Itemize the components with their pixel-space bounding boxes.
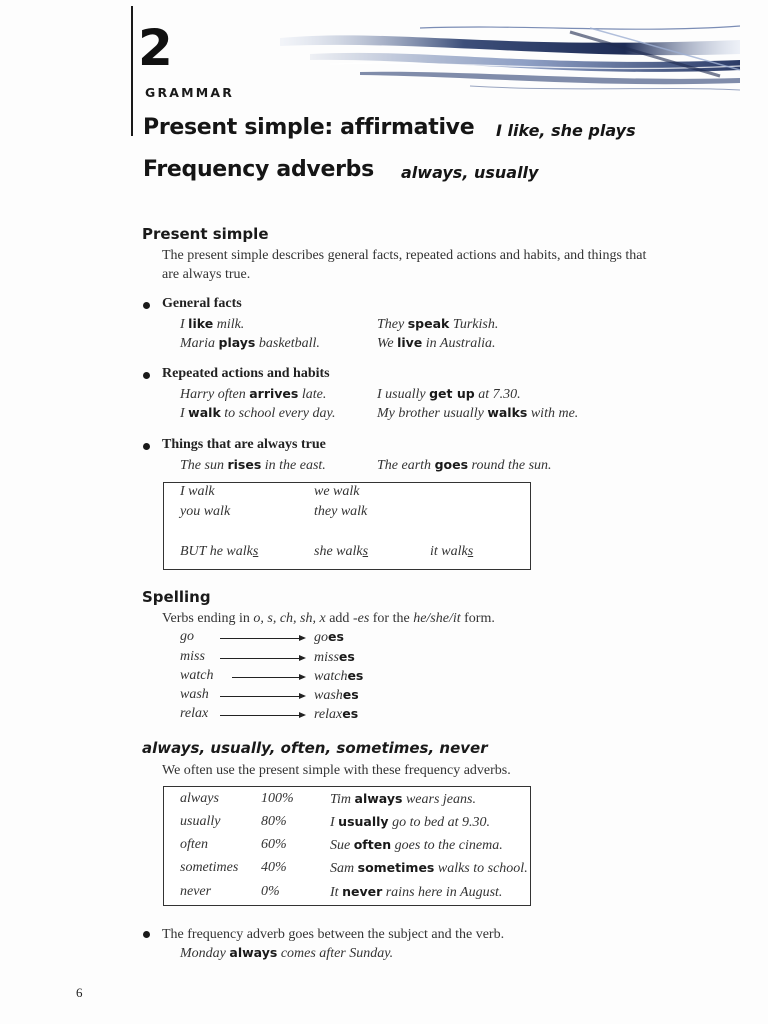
- bullet-icon: [143, 372, 150, 379]
- bullet-icon: [143, 443, 150, 450]
- spelling-result: goes: [314, 629, 344, 645]
- intro-line-1: The present simple describes general facts, repeated actions and habits, and things that: [162, 248, 647, 263]
- conjugation-she: she walks: [314, 544, 369, 559]
- example-sentence: I like milk.: [180, 316, 245, 332]
- conjugation-he: BUT he walks: [180, 544, 259, 559]
- heading-spelling: Spelling: [142, 588, 211, 606]
- heading-present-simple: Present simple: [142, 225, 269, 243]
- title-present-simple-example: I like, she plays: [496, 121, 636, 140]
- header-swoosh-graphic: [270, 20, 750, 105]
- present-simple-intro: [162, 246, 692, 284]
- spelling-result: watches: [314, 668, 364, 684]
- spelling-result: relaxes: [314, 706, 359, 722]
- example-sentence: The earth goes round the sun.: [377, 457, 552, 473]
- frequency-example: I usually go to bed at 9.30.: [330, 814, 491, 830]
- example-sentence: We live in Australia.: [377, 335, 496, 351]
- example-sentence: The sun rises in the east.: [180, 457, 326, 473]
- arrow-icon: [220, 715, 304, 716]
- frequency-intro: We often use the present simple with these frequency adverbs.: [162, 763, 511, 778]
- frequency-example: Tim always wears jeans.: [330, 791, 476, 807]
- spelling-base: wash: [180, 687, 209, 702]
- spelling-base: relax: [180, 706, 209, 721]
- conjugation-it: it walks: [430, 544, 474, 559]
- bullet-icon: [143, 931, 150, 938]
- spelling-intro: Verbs ending in o, s, ch, sh, x add -es for the he/she/it form.: [162, 611, 495, 626]
- example-sentence: I walk to school every day.: [180, 405, 336, 421]
- frequency-percent: 40%: [261, 860, 287, 875]
- frequency-percent: 80%: [261, 814, 287, 829]
- title-present-simple: Present simple: affirmative: [143, 115, 475, 140]
- frequency-example: Sue often goes to the cinema.: [330, 837, 503, 853]
- frequency-note: The frequency adverb goes between the subject and the verb.: [162, 927, 505, 942]
- title-frequency-adverbs: Frequency adverbs: [143, 157, 374, 182]
- frequency-adverb: always: [180, 791, 219, 806]
- conjugation-we: we walk: [314, 484, 360, 499]
- arrow-icon: [220, 696, 304, 697]
- bullet-icon: [143, 302, 150, 309]
- frequency-adverb: usually: [180, 814, 221, 829]
- example-sentence: They speak Turkish.: [377, 316, 499, 332]
- page-number: 6: [76, 985, 83, 1000]
- heading-frequency-adverbs: always, usually, often, sometimes, never: [142, 739, 488, 757]
- spelling-base: watch: [180, 668, 214, 683]
- spelling-base: miss: [180, 649, 205, 664]
- frequency-adverb: sometimes: [180, 860, 239, 875]
- example-sentence: Maria plays basketball.: [180, 335, 320, 351]
- unit-number: 2: [138, 19, 173, 77]
- spelling-result: washes: [314, 687, 359, 703]
- section-label: GRAMMAR: [145, 85, 235, 100]
- frequency-note-example: Monday always comes after Sunday.: [180, 945, 394, 961]
- example-sentence: I usually get up at 7.30.: [377, 386, 521, 402]
- frequency-example: It never rains here in August.: [330, 884, 503, 900]
- frequency-percent: 100%: [261, 791, 294, 806]
- bullet-repeated-actions: Repeated actions and habits: [162, 366, 330, 381]
- intro-line-2: are always true.: [162, 267, 251, 282]
- conjugation-you: you walk: [180, 504, 231, 519]
- example-sentence: My brother usually walks with me.: [377, 405, 579, 421]
- frequency-adverb: never: [180, 884, 212, 899]
- frequency-example: Sam sometimes walks to school.: [330, 860, 528, 876]
- arrow-icon: [220, 658, 304, 659]
- arrow-icon: [220, 638, 304, 639]
- spelling-base: go: [180, 629, 194, 644]
- example-sentence: Harry often arrives late.: [180, 386, 327, 402]
- header-rule: [131, 6, 133, 136]
- conjugation-they: they walk: [314, 504, 368, 519]
- frequency-percent: 0%: [261, 884, 280, 899]
- frequency-adverb: often: [180, 837, 208, 852]
- frequency-percent: 60%: [261, 837, 287, 852]
- spelling-result: misses: [314, 649, 355, 665]
- bullet-general-facts: General facts: [162, 296, 242, 311]
- title-frequency-adverbs-example: always, usually: [401, 163, 539, 182]
- conjugation-i: I walk: [180, 484, 215, 499]
- bullet-always-true: Things that are always true: [162, 437, 326, 452]
- arrow-icon: [232, 677, 304, 678]
